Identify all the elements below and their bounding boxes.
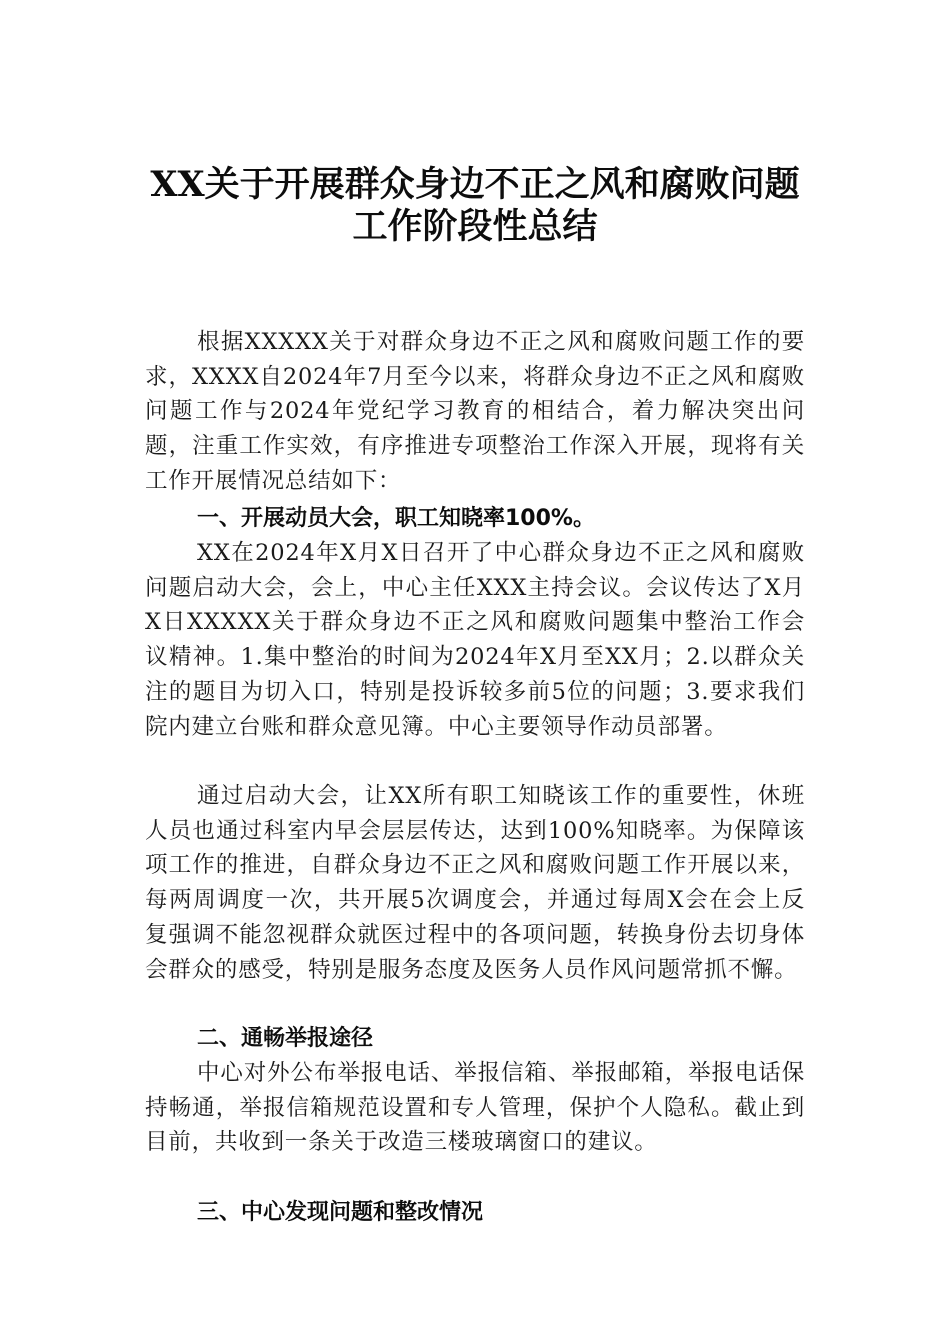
section1-paragraph1: XX在2024年X月X日召开了中心群众身边不正之风和腐败问题启动大会，会上，中心主任XXX主持会议。会议传达了X月X日XXXXX关于群众身边不正之风和腐败问题集中整治工作会议精神。1.集中整治的时间为2024年X月至XX月；2.以群众关注的题目为切入口，特别是投诉较多前5位的问题；3.要求我们院内建立台账和群众意见簿。中心主要领导作动员部署。 (145, 540, 805, 740)
intro-paragraph: 根据XXXXX关于对群众身边不正之风和腐败问题工作的要求，XXXX自2024年7月至今以来，将群众身边不正之风和腐败问题工作与2024年党纪学习教育的相结合，着力解决突出问题，注重工作实效，有序推进专项整治工作深入开展，现将有关工作开展情况总结如下： (145, 329, 805, 494)
document-title-line1: XX关于开展群众身边不正之风和腐败问题 (150, 164, 800, 205)
section-heading-2: 二、通畅举报途径 (197, 1026, 374, 1051)
document-title-line2: 工作阶段性总结 (352, 206, 598, 247)
section-heading-3: 三、中心发现问题和整改情况 (197, 1200, 484, 1225)
section2-paragraph: 中心对外公布举报电话、举报信箱、举报邮箱，举报电话保持畅通，举报信箱规范设置和专人管理，保护个人隐私。截止到目前，共收到一条关于改造三楼玻璃窗口的建议。 (145, 1060, 805, 1156)
section-heading-1: 一、开展动员大会，职工知晓率100%。 (197, 506, 595, 531)
section1-paragraph2: 通过启动大会，让XX所有职工知晓该工作的重要性，休班人员也通过科室内早会层层传达，达到100%知晓率。为保障该项工作的推进，自群众身边不正之风和腐败问题工作开展以来，每两周调度一次，共开展5次调度会，并通过每周X会在会上反复强调不能忽视群众就医过程中的各项问题，转换身份去切身体会群众的感受，特别是服务态度及医务人员作风问题常抓不懈。 (145, 783, 805, 983)
